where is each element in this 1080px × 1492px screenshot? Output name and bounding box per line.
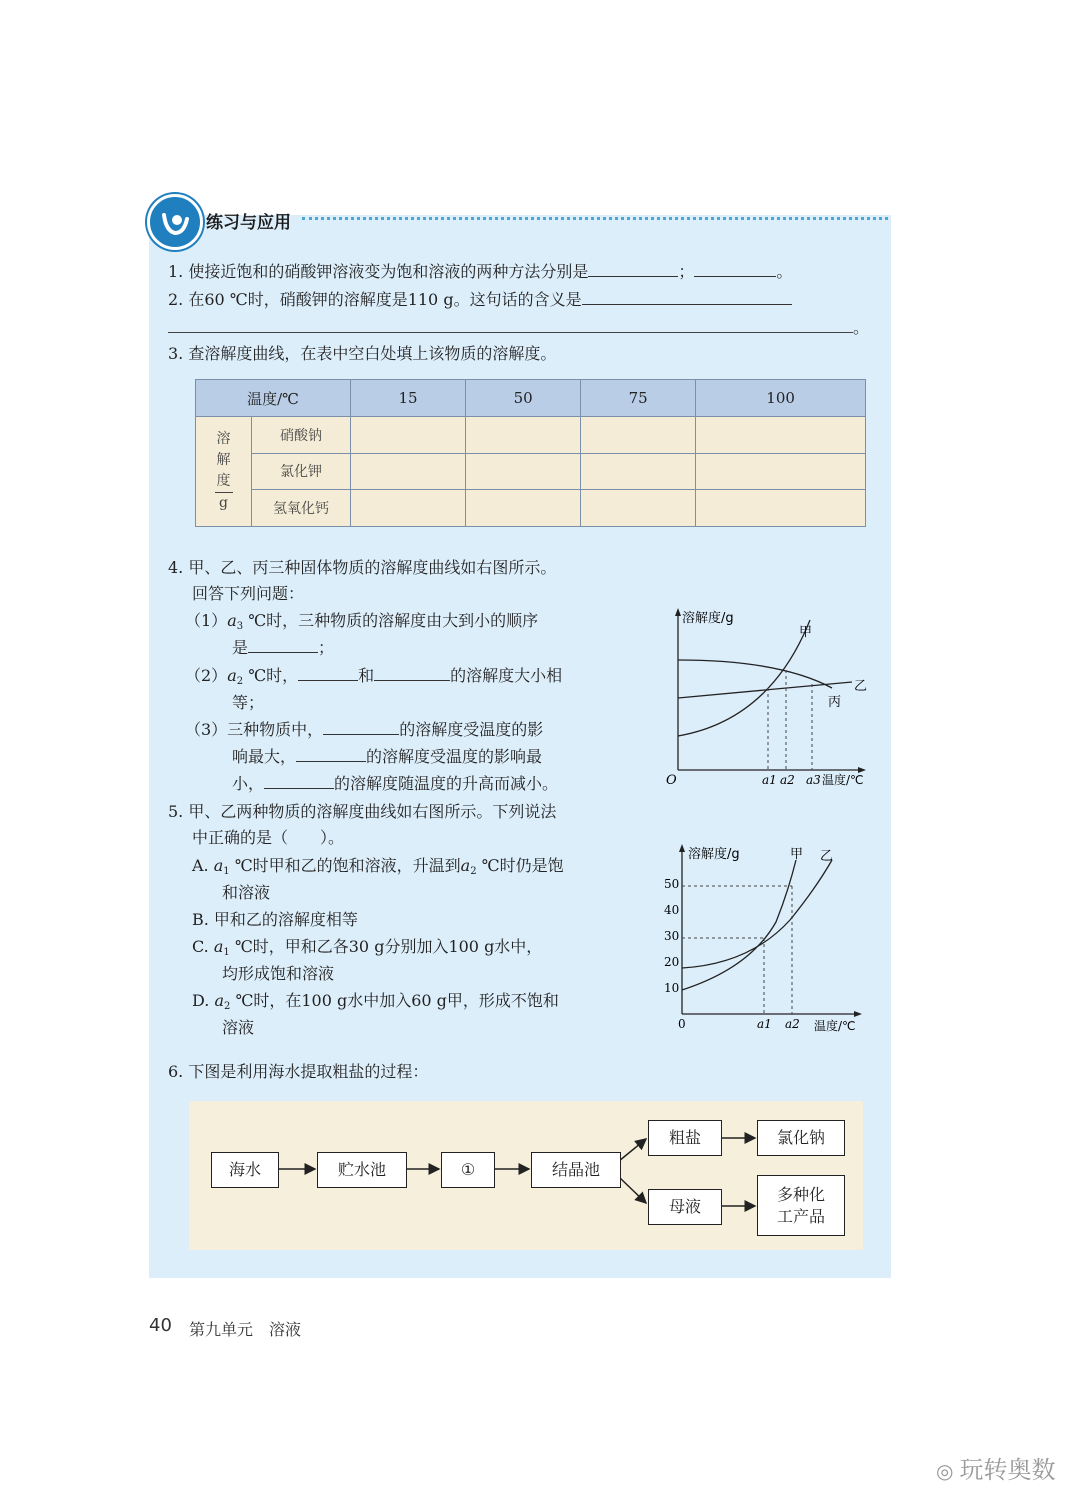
x-tick: a1 bbox=[762, 773, 777, 787]
table-cell[interactable] bbox=[351, 417, 466, 454]
option-a[interactable]: A. $a_1$ ℃时甲和乙的饱和溶液，升温到$a_2$ ℃时仍是饱 bbox=[192, 856, 564, 877]
title-divider bbox=[302, 217, 888, 220]
y-axis-arrow bbox=[675, 608, 681, 616]
section-badge bbox=[147, 194, 203, 250]
series-label: 丙 bbox=[828, 695, 842, 710]
table-cell[interactable] bbox=[351, 490, 466, 527]
series-label: 乙 bbox=[854, 679, 868, 694]
box-crude-salt: 粗盐 bbox=[648, 1120, 722, 1156]
option-c-cont: 均形成饱和溶液 bbox=[222, 964, 335, 983]
solubility-group-label bbox=[196, 417, 252, 527]
table-cell[interactable] bbox=[696, 417, 866, 454]
x-tick: a2 bbox=[785, 1017, 800, 1031]
x-axis-label: 温度/℃ bbox=[814, 1019, 856, 1033]
table-cell[interactable] bbox=[466, 417, 581, 454]
q5-prompt: 中正确的是（ ）。 bbox=[192, 828, 345, 847]
q4-prompt: 回答下列问题： bbox=[192, 584, 305, 603]
arrow bbox=[619, 1177, 646, 1203]
substance-name: 氯化钾 bbox=[252, 453, 351, 490]
box-sodium-chloride: 氯化钠 bbox=[757, 1120, 845, 1156]
unit-title: 第九单元 溶液 bbox=[189, 1320, 302, 1339]
table-cell[interactable] bbox=[696, 453, 866, 490]
series-label: 甲 bbox=[790, 847, 804, 862]
arrow bbox=[619, 1139, 646, 1161]
y-tick: 40 bbox=[664, 903, 680, 917]
y-tick: 30 bbox=[664, 929, 680, 943]
table-cell[interactable] bbox=[466, 453, 581, 490]
y-tick: 20 bbox=[664, 955, 680, 969]
table-cell[interactable] bbox=[696, 490, 866, 527]
question-3: 3. 查溶解度曲线，在表中空白处填上该物质的溶解度。 bbox=[168, 344, 557, 363]
watermark: ◎ 玩转奥数 bbox=[936, 1456, 1056, 1484]
group-char: g bbox=[219, 495, 228, 511]
temp-col: 15 bbox=[351, 380, 466, 417]
substance-name: 氢氧化钙 bbox=[252, 490, 351, 527]
question-2: 2. 在60 ℃时，硝酸钾的溶解度是110 g。这句话的含义是 bbox=[168, 286, 792, 313]
y-axis-label: 溶解度/g bbox=[688, 847, 740, 862]
solubility-table bbox=[195, 379, 866, 527]
answer-blank[interactable] bbox=[374, 662, 450, 681]
question-4: 4. 甲、乙、丙三种固体物质的溶解度曲线如右图所示。 bbox=[168, 558, 557, 577]
group-char: 解 bbox=[216, 452, 231, 468]
question-1: 1. 使接近饱和的硝酸钾溶液变为饱和溶液的两种方法分别是 ； 。 bbox=[168, 258, 792, 285]
q4-part1-cont: 是 ； bbox=[232, 634, 334, 661]
table-cell[interactable] bbox=[466, 490, 581, 527]
q4-part3-cont: 响最大， 的溶解度受温度的影响最 bbox=[232, 743, 542, 770]
answer-blank[interactable] bbox=[248, 634, 318, 653]
q4-part2-cont: 等； bbox=[232, 693, 265, 712]
answer-blank[interactable] bbox=[296, 743, 366, 762]
box-step-1: ① bbox=[441, 1152, 495, 1188]
origin-label: 0 bbox=[678, 1017, 686, 1031]
solubility-chart-2 bbox=[660, 838, 885, 1038]
question-6: 6. 下图是利用海水提取粗盐的过程： bbox=[168, 1062, 429, 1081]
table-cell[interactable] bbox=[581, 417, 696, 454]
group-char: 度 bbox=[215, 471, 233, 493]
q4-part2: $(2)a_2$ ℃时， 和 的溶解度大小相 bbox=[185, 662, 562, 695]
x-tick: a3 bbox=[806, 773, 821, 787]
x-tick: a2 bbox=[780, 773, 795, 787]
box-mother-liquor: 母液 bbox=[648, 1189, 722, 1225]
origin-label: O bbox=[666, 773, 677, 788]
option-a-cont: 和溶液 bbox=[222, 883, 271, 902]
temp-col: 100 bbox=[696, 380, 866, 417]
answer-line[interactable] bbox=[168, 332, 853, 333]
temp-col: 75 bbox=[581, 380, 696, 417]
answer-blank[interactable] bbox=[298, 662, 358, 681]
table-header-temp: 温度/℃ bbox=[196, 380, 351, 417]
option-b[interactable]: B. 甲和乙的溶解度相等 bbox=[192, 910, 358, 929]
series-jia bbox=[678, 620, 813, 736]
box-reservoir: 贮水池 bbox=[317, 1152, 407, 1188]
answer-blank[interactable] bbox=[588, 258, 678, 277]
answer-blank[interactable] bbox=[582, 286, 792, 305]
series-bing bbox=[678, 660, 832, 688]
y-axis-arrow bbox=[679, 844, 685, 852]
page-number: 40 bbox=[149, 1315, 172, 1336]
option-d-cont: 溶液 bbox=[222, 1018, 255, 1037]
temp-col: 50 bbox=[466, 380, 581, 417]
option-c[interactable]: C. $a_1$ ℃时，甲和乙各30 g分别加入100 g水中， bbox=[192, 937, 543, 958]
x-tick: a1 bbox=[757, 1017, 772, 1031]
question-5: 5. 甲、乙两种物质的溶解度曲线如右图所示。下列说法 bbox=[168, 802, 557, 821]
substance-name: 硝酸钠 bbox=[252, 417, 351, 454]
q4-part3-end: 小， 的溶解度随温度的升高而减小。 bbox=[232, 770, 558, 797]
y-axis-label: 溶解度/g bbox=[682, 611, 734, 626]
section-title: 练习与应用 bbox=[206, 213, 291, 233]
table-cell[interactable] bbox=[351, 453, 466, 490]
y-tick: 10 bbox=[664, 981, 680, 995]
series-yi bbox=[682, 860, 832, 968]
series-label: 乙 bbox=[820, 849, 834, 864]
exercise-icon bbox=[158, 205, 192, 239]
x-axis-arrow bbox=[854, 1011, 862, 1017]
box-chemical-products bbox=[757, 1175, 845, 1236]
answer-blank[interactable] bbox=[323, 716, 399, 735]
answer-blank[interactable] bbox=[694, 258, 776, 277]
box-line: 工产品 bbox=[776, 1206, 825, 1226]
series-jia bbox=[682, 860, 796, 990]
table-cell[interactable] bbox=[581, 490, 696, 527]
period: 。 bbox=[853, 318, 870, 337]
group-char: 溶 bbox=[216, 431, 231, 447]
q4-part3: （3）三种物质中， 的溶解度受温度的影 bbox=[185, 716, 543, 743]
wechat-icon: ◎ bbox=[936, 1459, 954, 1483]
box-line: 多种化 bbox=[776, 1184, 825, 1204]
solubility-chart-1 bbox=[660, 600, 885, 790]
series-label: 甲 bbox=[799, 625, 813, 640]
y-tick: 50 bbox=[664, 877, 680, 891]
table-cell[interactable] bbox=[581, 453, 696, 490]
answer-blank[interactable] bbox=[264, 770, 334, 789]
box-seawater: 海水 bbox=[211, 1152, 279, 1188]
box-crystallization-pool: 结晶池 bbox=[531, 1152, 621, 1188]
x-axis-label: 温度/℃ bbox=[822, 773, 864, 787]
option-d[interactable]: D. $a_2$ ℃时，在100 g水中加入60 g甲，形成不饱和 bbox=[192, 991, 559, 1012]
q4-part1: $(1)a_3$ ℃时，三种物质的溶解度由大到小的顺序 bbox=[185, 611, 539, 632]
